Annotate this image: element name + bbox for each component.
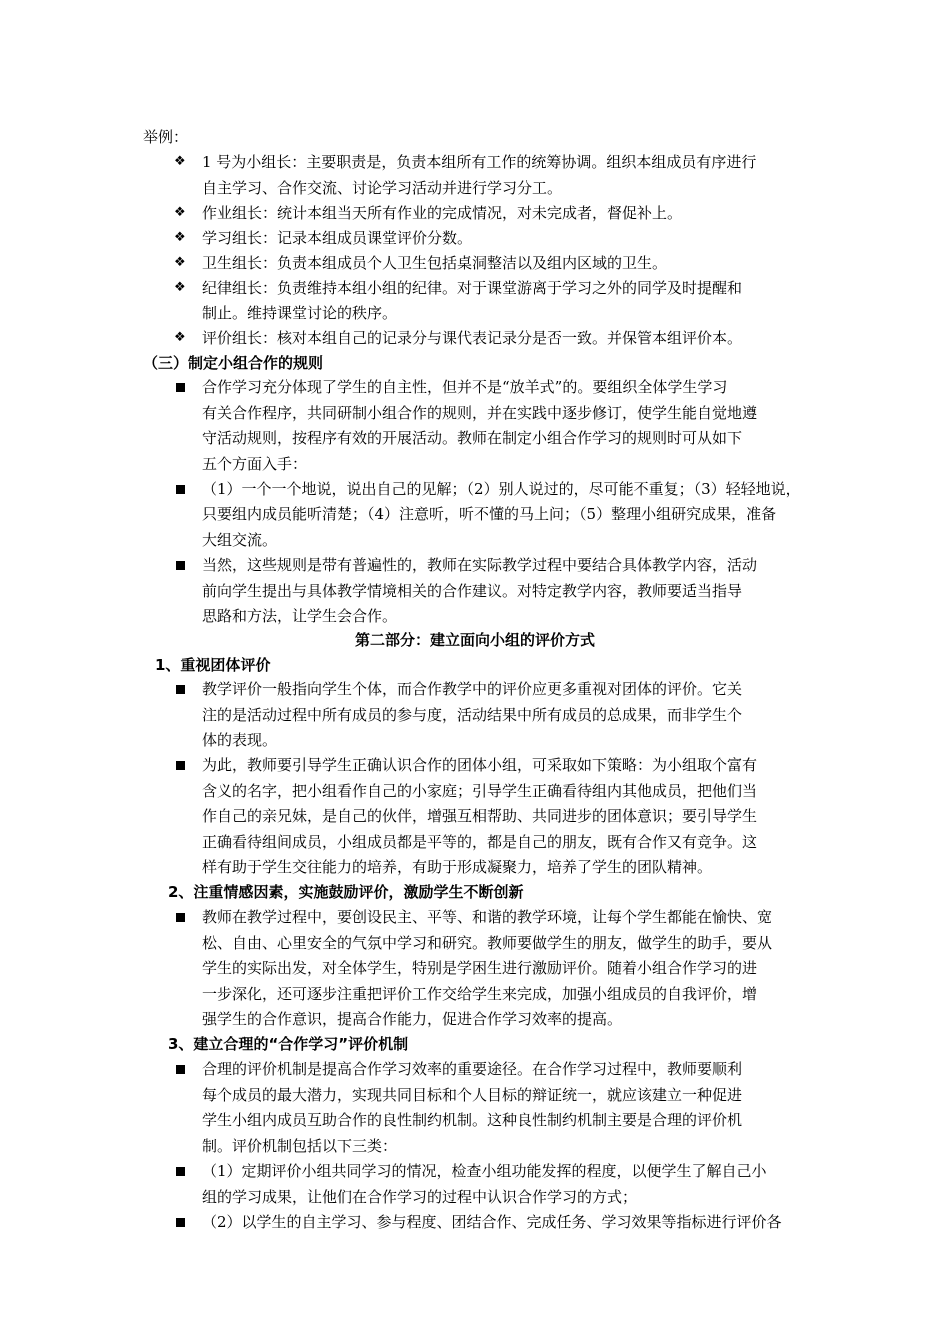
p1-item-2-line-1: 为此，教师要引导学生正确认识合作的团体小组，可采取如下策略：为小组取个富有 (202, 756, 758, 774)
role-6-line-1: 评价组长：核对本组自己的记录分与课代表记录分是否一致。并保管本组评价本。 (202, 329, 743, 347)
s3-item-1-line-3: 守活动规则，按程序有效的开展活动。教师在制定小组合作学习的规则时可从如下 (202, 429, 743, 447)
subsection-1-title: 1、重视团体评价 (155, 656, 271, 674)
s3-item-2-line-1: （1）一个一个地说，说出自己的见解；（2）别人说过的，尽可能不重复；（3）轻轻地说， (202, 480, 801, 498)
square-bullet-icon (176, 485, 185, 494)
square-bullet-icon (176, 1065, 185, 1074)
p1-item-2-line-3: 作自己的亲兄妹，是自己的伙伴，增强互相帮助、共同进步的团体意识；要引导学生 (202, 807, 758, 825)
s3-item-3-line-2: 前向学生提出与具体教学情境相关的合作建议。对特定教学内容，教师要适当指导 (202, 582, 743, 600)
p1-item-2-line-5: 样有助于学生交往能力的培养，有助于形成凝聚力，培养了学生的团队精神。 (202, 858, 713, 876)
subsection-2-title: 2、注重情感因素，实施鼓励评价，激励学生不断创新 (168, 883, 524, 901)
p1-item-2-line-2: 含义的名字，把小组看作自己的小家庭；引导学生正确看待组内其他成员，把他们当 (202, 782, 758, 800)
role-5-line-1: 纪律组长：负责维持本组小组的纪律。对于课堂游离于学习之外的同学及时提醒和 (202, 279, 743, 297)
p2-item-1-line-5: 强学生的合作意识，提高合作能力，促进合作学习效率的提高。 (202, 1010, 623, 1028)
square-bullet-icon (176, 685, 185, 694)
square-bullet-icon (176, 1167, 185, 1176)
role-4-line-1: 卫生组长：负责本组成员个人卫生包括桌洞整洁以及组内区域的卫生。 (202, 254, 668, 272)
role-1-line-2: 自主学习、合作交流、讨论学习活动并进行学习分工。 (202, 179, 563, 197)
p1-item-1-line-3: 体的表现。 (202, 731, 278, 749)
p2-item-1-line-4: 一步深化，还可逐步注重把评价工作交给学生来完成，加强小组成员的自我评价，增 (202, 985, 758, 1003)
p2-item-1-line-3: 学生的实际出发，对全体学生，特别是学困生进行激励评价。随着小组合作学习的进 (202, 959, 758, 977)
p1-item-1-line-1: 教学评价一般指向学生个体，而合作教学中的评价应更多重视对团体的评价。它关 (202, 680, 743, 698)
p1-item-1-line-2: 注的是活动过程中所有成员的参与度，活动结果中所有成员的总成果，而非学生个 (202, 706, 743, 724)
p3-item-1-line-3: 学生小组内成员互助合作的良性制约机制。这种良性制约机制主要是合理的评价机 (202, 1111, 743, 1129)
role-1-line-1: 1 号为小组长：主要职责是，负责本组所有工作的统筹协调。组织本组成员有序进行 (202, 153, 757, 171)
p3-item-1-line-1: 合理的评价机制是提高合作学习效率的重要途径。在合作学习过程中，教师要顺利 (202, 1060, 743, 1078)
intro-text: 举例： (143, 128, 189, 146)
s3-item-2-line-3: 大组交流。 (202, 531, 278, 549)
p1-item-2-line-4: 正确看待组间成员，小组成员都是平等的，都是自己的朋友，既有合作又有竞争。这 (202, 833, 758, 851)
square-bullet-icon (176, 383, 185, 392)
diamond-bullet-icon: ❖ (174, 330, 186, 345)
p3-item-3-line-1: （2）以学生的自主学习、参与程度、团结合作、完成任务、学习效果等指标进行评价各 (202, 1213, 782, 1231)
p2-item-1-line-1: 教师在教学过程中，要创设民主、平等、和谐的教学环境，让每个学生都能在愉快、宽 (202, 908, 773, 926)
diamond-bullet-icon: ❖ (174, 280, 186, 295)
s3-item-3-line-3: 思路和方法，让学生会合作。 (202, 607, 398, 625)
s3-item-1-line-4: 五个方面入手： (202, 455, 308, 473)
square-bullet-icon (176, 761, 185, 770)
square-bullet-icon (176, 913, 185, 922)
s3-item-1-line-1: 合作学习充分体现了学生的自主性，但并不是“放羊式”的。要组织全体学生学习 (202, 378, 728, 396)
subsection-3-title: 3、建立合理的“合作学习”评价机制 (168, 1035, 409, 1053)
role-5-line-2: 制止。维持课堂讨论的秩序。 (202, 304, 398, 322)
diamond-bullet-icon: ❖ (174, 154, 186, 169)
diamond-bullet-icon: ❖ (174, 205, 186, 220)
role-2-line-1: 作业组长：统计本组当天所有作业的完成情况，对未完成者，督促补上。 (202, 204, 683, 222)
part-2-title: 第二部分：建立面向小组的评价方式 (354, 631, 595, 649)
role-3-line-1: 学习组长：记录本组成员课堂评价分数。 (202, 229, 473, 247)
s3-item-3-line-1: 当然，这些规则是带有普遍性的，教师在实际教学过程中要结合具体教学内容，活动 (202, 556, 758, 574)
s3-item-1-line-2: 有关合作程序，共同研制小组合作的规则，并在实践中逐步修订，使学生能自觉地遵 (202, 404, 758, 422)
p3-item-2-line-2: 组的学习成果，让他们在合作学习的过程中认识合作学习的方式； (202, 1188, 638, 1206)
section-3-title: （三）制定小组合作的规则 (143, 354, 324, 372)
diamond-bullet-icon: ❖ (174, 230, 186, 245)
s3-item-2-line-2: 只要组内成员能听清楚；（4）注意听，听不懂的马上问；（5）整理小组研究成果，准备 (202, 505, 777, 523)
square-bullet-icon (176, 561, 185, 570)
p2-item-1-line-2: 松、自由、心里安全的气氛中学习和研究。教师要做学生的朋友，做学生的助手，要从 (202, 934, 773, 952)
p3-item-1-line-4: 制。评价机制包括以下三类： (202, 1137, 398, 1155)
p3-item-2-line-1: （1）定期评价小组共同学习的情况，检查小组功能发挥的程度，以便学生了解自己小 (202, 1162, 767, 1180)
diamond-bullet-icon: ❖ (174, 255, 186, 270)
p3-item-1-line-2: 每个成员的最大潜力，实现共同目标和个人目标的辩证统一，就应该建立一种促进 (202, 1086, 743, 1104)
square-bullet-icon (176, 1218, 185, 1227)
